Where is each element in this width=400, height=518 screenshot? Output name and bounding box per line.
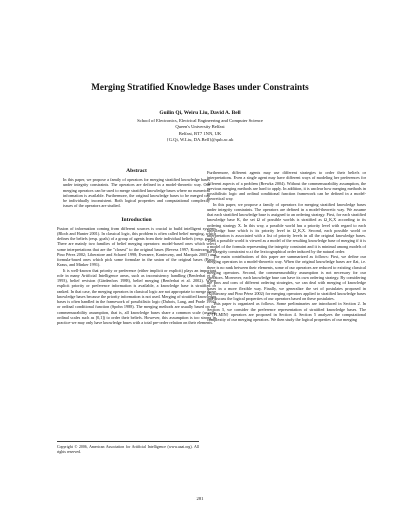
intro-paragraph-2: It is well-known that priority or preference (either implicit or explicit) plays an important role in many Artificial Intelligence areas, such as inconsistency handling (Benferhat et al. 1993), belief revision (Gärdenfors 1988), belief merging (Benferhat et al. 2002). When explicit priority or preference information is available, a knowledge base is stratified or ranked. In that case, the merging operators in classical logic are not appropriate to merge those knowledge bases because the priority information is not used. Merging of stratified knowledge bases is often handled in the framework of possibilistic logic (Dubois, Lang, and Prade 1994) or ordinal conditional function (Spohn 1988). The merging methods are usually based on the commensurability assumption, that is, all knowledge bases share a common scale (usually ordinal scales such as [0,1]) to order their beliefs. However, this assumption is too strong in practice-we may only have knowledge bases with a total pre-order relation on their elements. <box>57 267 216 325</box>
affiliation-email: {G.Qi, W.Liu, DA.Bell}@qub.ac.uk <box>166 137 234 143</box>
page-number: 281 <box>196 496 204 501</box>
affiliation-city: Belfast, BT7 1NN, UK <box>178 130 222 136</box>
right-paragraph-4: This paper is organized as follows. Some preliminaries are introduced in Section 2. In Section 3, we consider the preference representation of stratified knowledge bases. The Δ^{PLMIN} operators are proposed in Section 4. Section 5 analyzes the computational complexity of our merging operators. We then study the logical properties of our merging <box>207 301 366 322</box>
paper-title: Merging Stratified Knowledge Bases under Constraints <box>91 82 309 92</box>
introduction-section <box>57 217 216 326</box>
right-paragraph-3: The main contributions of this paper are summarized as follows: First, we define our merging operators in a model-theoretic way. When the original knowledge bases are flat, i.e. there is no rank between their elements, some of our operators are reduced to existing classical merging operators. Second, the commensurability assumption is not necessary for our operators. Moreover, each knowledge base can have its own ordering strategy. By considering the pros and cons of different ordering strategies, we can deal with merging of knowledge bases in a more flexible way. Finally, we generalize the set of postulates proposed in (Konieczny and Pino Pérez 2002) for merging operators applied to stratified knowledge bases and discuss the logical properties of our operators based on these postulates. <box>207 254 366 301</box>
right-paragraph-2: In this paper, we propose a family of operators for merging stratified knowledge bases under integrity constraints. The operators are defined in a model-theoretic way. We assume that each stratified knowledge base is assigned to an ordering strategy. First, for each stratified knowledge base K, the set Ω of possible worlds is stratified as Ω_K,X according to its ordering strategy X. In this way, a possible world has a priority level with regard to each knowledge base which is its priority level in Ω_K,X. Second, each possible world or interpretation is associated with a list of priority levels in all the original knowledge bases. Then a possible world is viewed as a model of the resulting knowledge base of merging if it is a model of the formula representing the integrity constraint and it is minimal among models of the integrity constraint w.r.t the lexicographical order induced by the natural order. <box>207 201 366 254</box>
left-column <box>57 168 216 325</box>
right-paragraph-1: Furthermore, different agents may use different strategies to order their beliefs or interpretations. Even a single agent may have different ways of modeling her preferences for different aspects of a problem (Brewka 2004). Without the commensurability assumption, the previous merging methods are hard to apply. In addition, it is unclear how merging methods in possibilistic logic and ordinal conditional function framework can be defined in a model-theoretical way. <box>207 170 366 202</box>
affiliation-block <box>0 118 400 144</box>
right-column <box>207 170 366 322</box>
copyright-notice: Copyright © 2006, American Association for Artificial Intelligence (www.aaai.org). All rights reserved. <box>57 441 199 455</box>
introduction-heading: Introduction <box>121 216 152 223</box>
abstract-section <box>57 168 216 209</box>
author-list: Guilin Qi, Weiru Liu, David A. Bell <box>159 110 241 116</box>
affiliation-university: Queen's University Belfast <box>175 124 225 130</box>
abstract-heading: Abstract <box>126 168 147 174</box>
intro-paragraph-1: Fusion of information coming from different sources is crucial to build intelligent systems (Bloch and Hunter 2001). In classical logic, this problem is often called belief merging, which defines the beliefs (resp. goals) of a group of agents from their individual beliefs (resp. goals). There are mainly two families of belief merging operators: model-based ones which select some interpretations that are the "closest" to the original bases (Revesz 1997; Konieczny and Pino Pérez 2002; Liberatore and Schaerf 1998; Everaere, Konieczny, and Marquis 2005) and formula-based ones which pick some formulae in the union of the original bases (Baral, Kraus, and Minker 1991). <box>57 225 216 268</box>
abstract-text: In this paper, we propose a family of operators for merging stratified knowledge bases under integrity constraints. The operators are defined in a model-theoretic way. Our merging operators can be used to merge stratified knowledge bases where no numerical information is available. Furthermore, the original knowledge bases to be merged can be individually inconsistent. Both logical properties and computational complexity issues of the operators are studied. <box>63 177 210 209</box>
affiliation-school: School of Electronics, Electrical Engineering and Computer Science <box>137 118 263 123</box>
